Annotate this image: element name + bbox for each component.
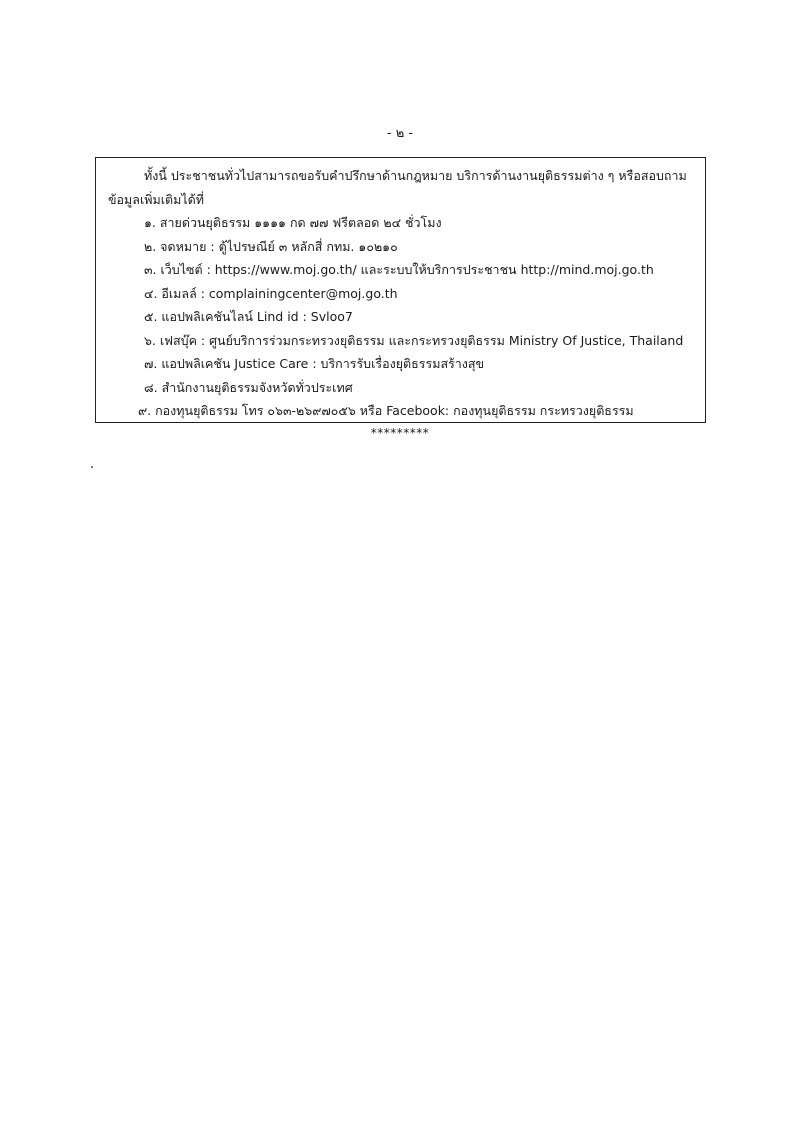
contact-item-facebook: ๖. เฟสบุ๊ค : ศูนย์บริการร่วมกระทรวงยุติธรรม และกระทรวงยุติธรรม Ministry Of Justice, Thailand (144, 332, 684, 348)
scan-speck (91, 466, 93, 468)
contact-item-mail: ๒. จดหมาย : ตู้ไปรษณีย์ ๓ หลักสี่ กทม. ๑๐๒๑๐ (144, 238, 398, 254)
contact-list (108, 211, 693, 423)
contact-item-email: ๔. อีเมลล์ : complainingcenter@moj.go.th (144, 285, 398, 301)
intro-paragraph: ทั้งนี้ ประชาชนทั่วไปสามารถขอรับคำปรึกษาด้านกฎหมาย บริการด้านงานยุติธรรมต่าง ๆ หรือสอบถามข้อมูลเพิ่มเติมได้ที่ (108, 168, 687, 207)
contact-item-provincial-office: ๘. สำนักงานยุติธรรมจังหวัดทั่วประเทศ (144, 379, 353, 395)
contact-item-hotline: ๑. สายด่วนยุติธรรม ๑๑๑๑ กด ๗๗ ฟรีตลอด ๒๔ ชั่วโมง (144, 215, 442, 230)
contact-item-app: ๗. แอปพลิเคชัน Justice Care : บริการรับเรื่องยุติธรรมสร้างสุข (144, 356, 485, 371)
contact-item-justice-fund: ๙. กองทุนยุติธรรม โทร ๐๖๓-๒๖๙๗๐๕๖ หรือ Facebook: กองทุนยุติธรรม กระทรวงยุติธรรม (138, 403, 634, 418)
end-of-document-mark: ********* (370, 426, 430, 440)
contact-item-line: ๕. แอปพลิเคชันไลน์ Lind id : Svloo7 (144, 309, 353, 324)
page-number: - ๒ - (386, 126, 414, 141)
contact-info-box (95, 157, 706, 423)
contact-item-website: ๓. เว็บไซต์ : https://www.moj.go.th/ และระบบให้บริการประชาชน http://mind.moj.go.th (144, 262, 654, 277)
